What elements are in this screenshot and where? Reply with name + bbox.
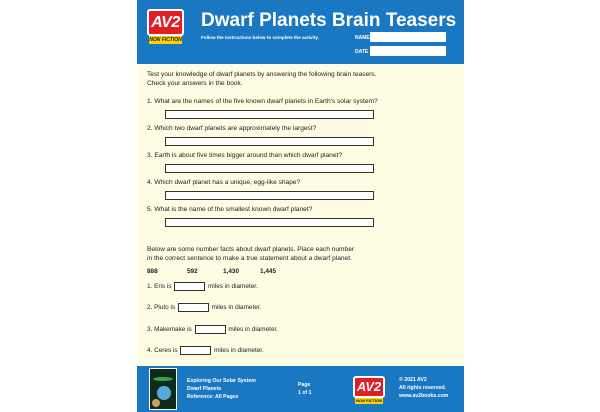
footer-rights: All rights reserved. xyxy=(399,385,446,391)
question-3: 3. Earth is about five times bigger around than which dwarf planet? xyxy=(147,152,342,159)
instructions-subtitle: Follow the instructions below to complete the activity. xyxy=(201,35,319,40)
question-2: 2. Which two dwarf planets are approximately the largest? xyxy=(147,125,317,132)
cover-planet xyxy=(157,386,171,400)
facts-intro-line-1: Below are some number facts about dwarf planets. Place each number xyxy=(147,246,355,253)
av2-logo xyxy=(147,9,184,46)
answer-field-4[interactable] xyxy=(165,191,374,200)
name-label: NAME xyxy=(355,35,370,41)
sentence-prefix: 1. Eris is xyxy=(147,283,172,290)
question-4: 4. Which dwarf planet has a unique, egg-like shape? xyxy=(147,179,301,186)
fill-box-2[interactable] xyxy=(178,303,209,312)
number-fact: 592 xyxy=(187,268,198,275)
answer-field-1[interactable] xyxy=(165,110,374,119)
sentence-prefix: 4. Ceres is xyxy=(147,347,178,354)
cover-title-band xyxy=(153,377,173,381)
footer-series: Exploring Our Solar System xyxy=(187,378,256,384)
answer-field-5[interactable] xyxy=(165,218,374,227)
date-field[interactable] xyxy=(370,46,446,56)
sentence-suffix: miles in diameter. xyxy=(208,283,258,290)
footer-page-value: 1 of 1 xyxy=(298,390,312,396)
cover-small-planet xyxy=(152,399,160,407)
number-fact: 888 xyxy=(147,268,158,275)
number-fact: 1,445 xyxy=(260,268,276,275)
intro-line-1: Test your knowledge of dwarf planets by answering the following brain teasers. xyxy=(147,71,377,78)
sentence-suffix: miles in diameter. xyxy=(214,347,264,354)
sentence-prefix: 3. Makemake is xyxy=(147,326,192,333)
question-1: 1. What are the names of the five known dwarf planets in Earth's solar system? xyxy=(147,98,378,105)
sentence-1 xyxy=(147,282,258,292)
footer-reference: Reference: All Pages xyxy=(187,394,239,400)
footer-logo-tag: NON FICTION xyxy=(356,398,382,403)
fill-box-4[interactable] xyxy=(180,346,211,355)
fill-box-3[interactable] xyxy=(195,325,226,334)
facts-intro-line-2: in the correct sentence to make a true statement about a dwarf planet. xyxy=(147,255,352,262)
number-fact: 1,430 xyxy=(223,268,239,275)
intro-line-2: Check your answers in the book. xyxy=(147,80,243,87)
sentence-4 xyxy=(147,346,264,356)
footer-copyright: © 2021 AV2 xyxy=(399,377,427,383)
fill-box-1[interactable] xyxy=(174,282,205,291)
logo-tag: NON FICTION xyxy=(149,37,182,43)
sentence-suffix: miles in diameter. xyxy=(211,304,262,311)
answer-field-2[interactable] xyxy=(165,137,374,146)
footer-bar xyxy=(137,366,464,412)
book-cover-image xyxy=(149,368,177,410)
page-title: Dwarf Planets Brain Teasers xyxy=(201,10,457,31)
sentence-suffix: miles in diameter. xyxy=(228,326,279,333)
sentence-prefix: 2. Pluto is xyxy=(147,304,176,311)
question-5: 5. What is the name of the smallest known dwarf planet? xyxy=(147,206,313,213)
sentence-3 xyxy=(147,325,278,335)
footer-book-title: Dwarf Planets xyxy=(187,386,222,392)
header-bar xyxy=(137,0,464,64)
sentence-2 xyxy=(147,303,261,313)
footer-logo-shield: AV2 xyxy=(353,376,385,398)
footer-website-link[interactable]: www.av2books.com xyxy=(399,393,449,399)
answer-field-3[interactable] xyxy=(165,164,374,173)
name-field[interactable] xyxy=(370,32,446,42)
footer-av2-logo xyxy=(353,376,385,404)
logo-shield: AV2 xyxy=(147,9,184,36)
worksheet-page xyxy=(137,0,464,412)
footer-page-label: Page xyxy=(298,382,311,388)
date-label: DATE xyxy=(355,49,369,55)
